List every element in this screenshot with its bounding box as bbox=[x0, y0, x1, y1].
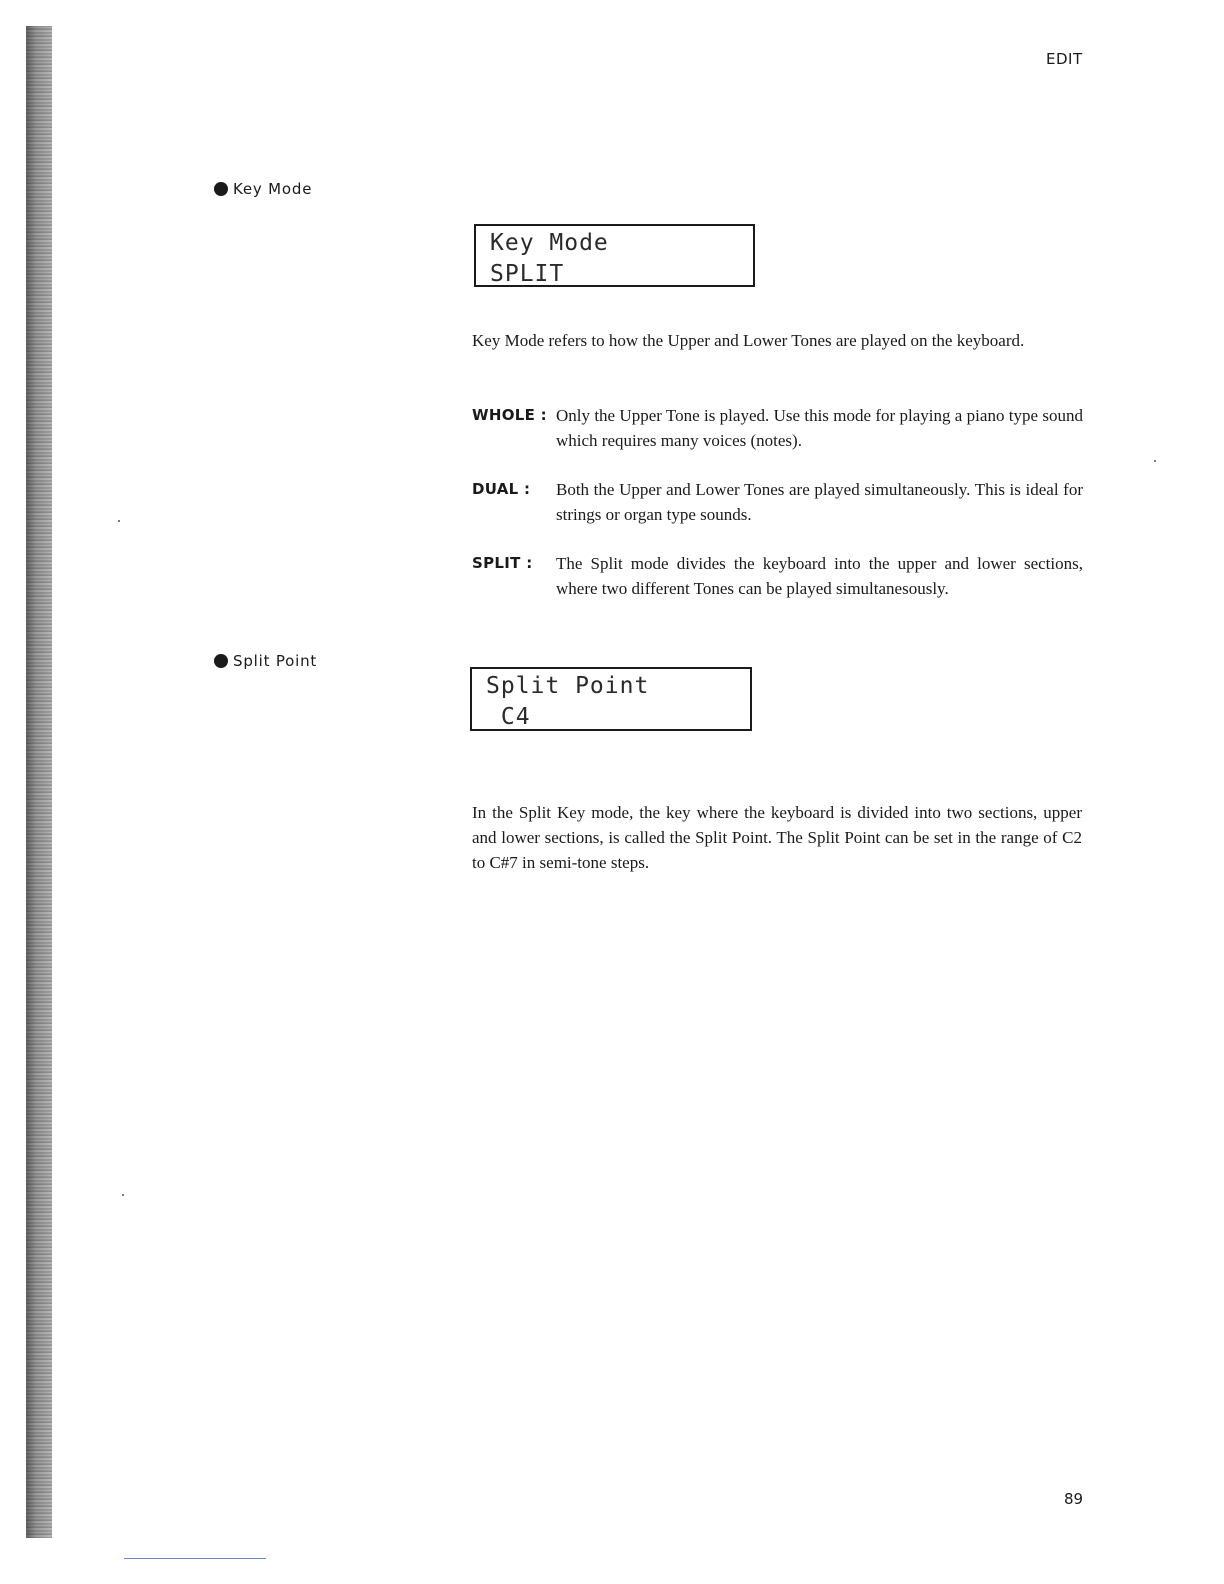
key-mode-heading bbox=[214, 180, 312, 198]
scan-speck bbox=[1154, 460, 1156, 462]
scanned-binding-edge bbox=[26, 26, 52, 1538]
definition-term: SPLIT : bbox=[472, 554, 533, 572]
definition-term: WHOLE : bbox=[472, 406, 547, 424]
lcd-line-1: Key Mode bbox=[490, 230, 609, 256]
bullet-icon bbox=[214, 182, 228, 196]
scan-speck bbox=[122, 1194, 124, 1196]
lcd-line-2: SPLIT bbox=[490, 261, 565, 287]
split-point-heading bbox=[214, 652, 317, 670]
definition-term: DUAL : bbox=[472, 480, 531, 498]
key-mode-lcd-display bbox=[474, 224, 755, 287]
footer-rule bbox=[124, 1558, 266, 1559]
key-mode-heading-label: Key Mode bbox=[233, 180, 313, 198]
split-point-lcd-display bbox=[470, 667, 752, 731]
lcd-line-2: C4 bbox=[486, 704, 531, 730]
running-header: EDIT bbox=[1046, 50, 1083, 68]
page-number: 89 bbox=[1064, 1490, 1084, 1508]
split-point-heading-label: Split Point bbox=[233, 652, 318, 670]
definition-description: Only the Upper Tone is played. Use this mode for playing a piano type sound which requires many voices (notes). bbox=[556, 406, 1083, 450]
bullet-icon bbox=[214, 654, 228, 668]
key-mode-intro: Key Mode refers to how the Upper and Lower Tones are played on the keyboard. bbox=[472, 331, 1025, 350]
scan-speck bbox=[118, 520, 120, 522]
definition-description: Both the Upper and Lower Tones are played simultaneously. This is ideal for strings or organ type sounds. bbox=[556, 480, 1083, 524]
definition-description: The Split mode divides the keyboard into the upper and lower sections, where two different Tones can be played simultanesously. bbox=[556, 554, 1083, 598]
lcd-line-1: Split Point bbox=[486, 673, 650, 699]
split-point-body: In the Split Key mode, the key where the keyboard is divided into two sections, upper and lower sections, is called the Split Point. The Split Point can be set in the range of C2 to C#7 in semi-tone steps. bbox=[472, 803, 1082, 872]
